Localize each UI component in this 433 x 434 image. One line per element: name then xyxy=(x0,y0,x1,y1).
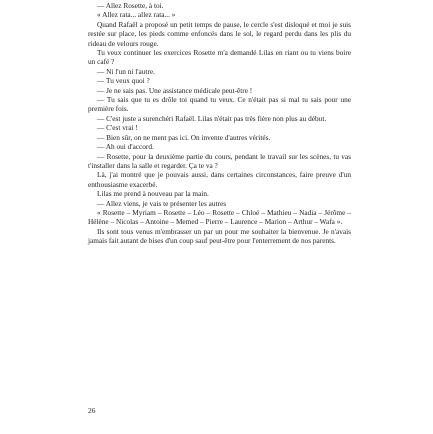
paragraph: Quand Rafaël a proposé un petit temps de pause, le cercle s'est disloqué et moi je suis restée sur place, les pieds comme enfoncés dans le sol, le regard perdu dans les plis du rideau de velours rouge. xyxy=(88,19,351,48)
paragraph: Ils sont tous venus m'embrasser un par un pour me souhaiter la bienvenue. Je n'avais jamais fait autant de bises d'un coup sauf peut-être pour l'enterrement de nos parents. xyxy=(88,226,351,246)
paragraph: — Tu sais que tu es drôle toi quand tu veux. Ce n'était pas si mal tu sais pour une première fois. xyxy=(88,95,351,114)
page-number: 26 xyxy=(88,406,96,415)
paragraph: — Ah oui d'accord. xyxy=(97,142,154,152)
paragraph: — Ni l'un ni l'autre. xyxy=(97,66,155,76)
paragraph: — Allez viens, je vais te présenter les autres xyxy=(97,198,227,208)
paragraph: « Rosette – Myriam – Rosette – Léo – Rosette – Chloé – Mathieu – Nadia – Jérôme – Hélène – Nicolas – Antoine – Memed – Pierre – Laurence – Marion – Arthur – Wafa ». xyxy=(88,207,351,227)
paragraph: — Je ne sais pas. Une assistance médicale peut-être ! xyxy=(97,85,253,95)
page-text xyxy=(88,1,351,246)
paragraph: Là, j'ai montré que je pouvais aussi, dans certaines circonstances, faire preuve d'un enthousiasme exacerbé. xyxy=(88,170,351,189)
paragraph: — Allez Rosette, à toi. xyxy=(97,1,164,10)
paragraph: — Tu veux quoi ? xyxy=(97,76,150,86)
paragraph: « Allez rata... allez rata... » xyxy=(97,10,176,20)
paragraph: Tu veux continuer les exercices Rosette m'a demandé Lilas en riant ou tu viens boire un café ? xyxy=(88,48,351,67)
book-page xyxy=(0,1,433,434)
paragraph: — Bien sûr, on ne ment pas ici. On invente d'autres vérités. xyxy=(97,132,271,142)
paragraph: — C'est juste a surenchéri Rafaël. Lilas n'était pas très fière non plus au début. xyxy=(97,113,327,123)
paragraph: Lilas me prend à nouveau par la main. xyxy=(97,189,209,199)
paragraph: — C'est vrai ! xyxy=(97,123,138,133)
paragraph: — Rosette, pour la deuxième partie du cours, pendant le travail sur les scènes, tu vas t'installer dans la salle et regarder. Ça te va ? xyxy=(88,151,351,170)
